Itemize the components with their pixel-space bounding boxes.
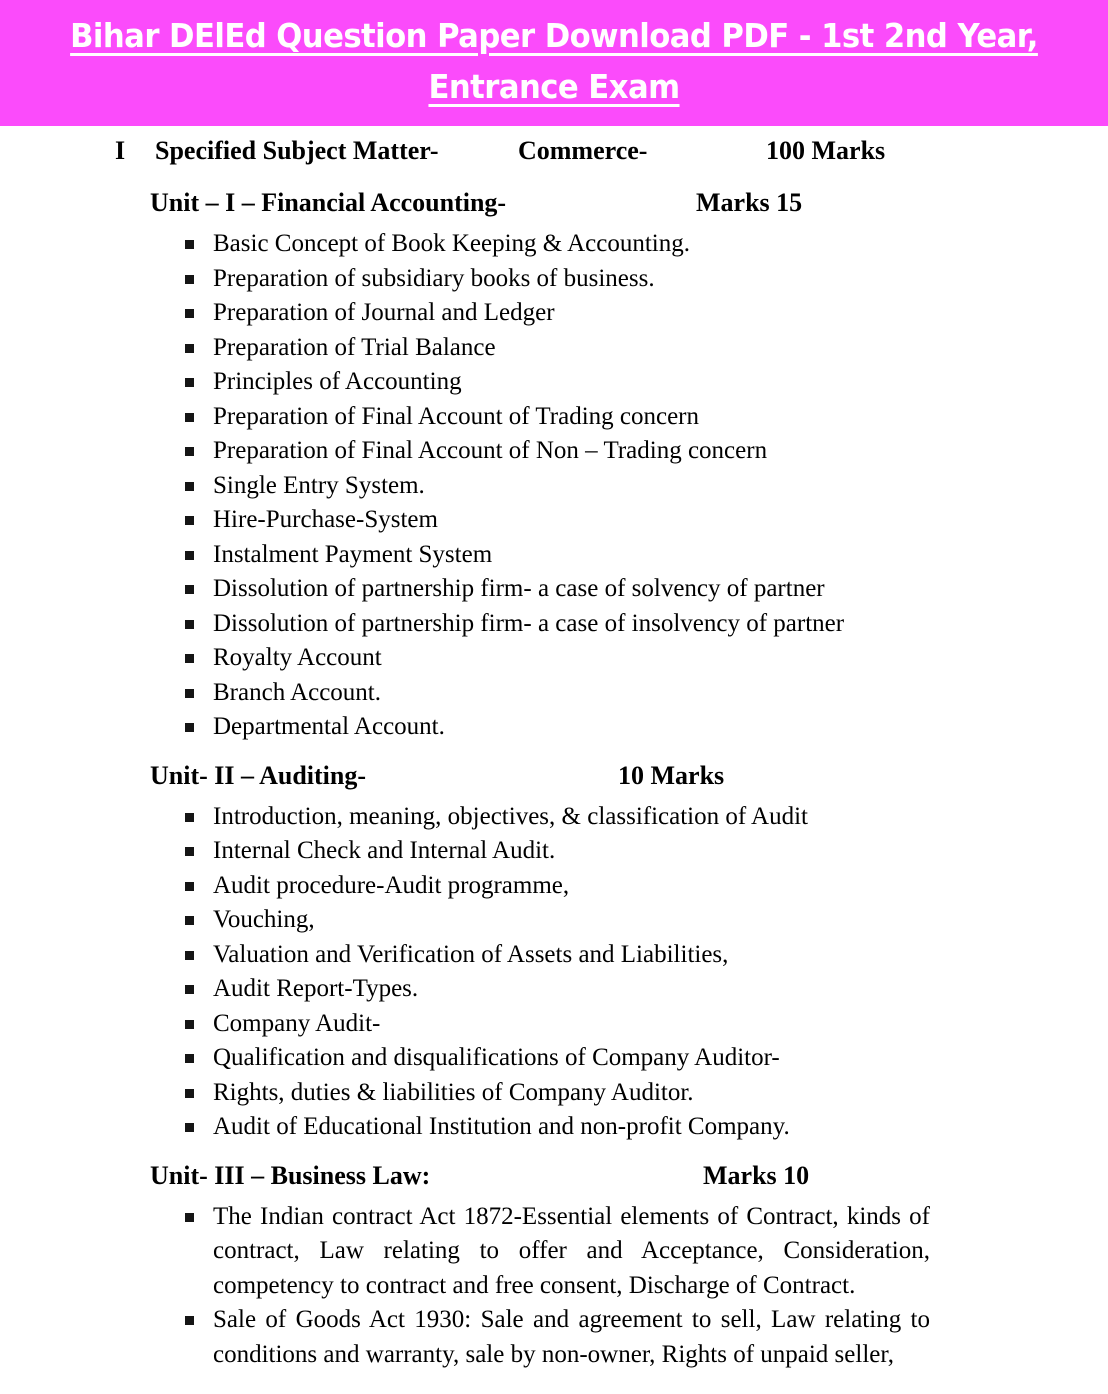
list-item — [0, 469, 1108, 504]
list-item — [0, 834, 1108, 869]
list-item — [0, 1303, 1108, 1372]
square-bullet-icon — [185, 689, 194, 698]
list-item-text: Preparation of Final Account of Non – Trading concern — [213, 437, 768, 465]
unit-label-1: Unit – I – Financial Accounting- — [150, 188, 507, 218]
list-item-text: Principles of Accounting — [213, 368, 462, 396]
list-item-text: Departmental Account. — [213, 713, 445, 741]
list-item-text: Company Audit- — [213, 1009, 381, 1037]
subject-matter-row — [0, 138, 1108, 172]
unit-topic-list-3 — [0, 1200, 1108, 1373]
square-bullet-icon — [185, 482, 194, 491]
square-bullet-icon — [185, 985, 194, 994]
section-total-marks: 100 Marks — [766, 136, 886, 166]
list-item-text: Sale of Goods Act 1930: Sale and agreement to sell, Law relating to conditions and warranty, sale by non-owner, Rights of unpaid seller, — [213, 1306, 930, 1368]
square-bullet-icon — [185, 916, 194, 925]
square-bullet-icon — [185, 516, 194, 525]
list-item — [0, 434, 1108, 469]
unit-label-3: Unit- III – Business Law: — [150, 1160, 431, 1190]
list-item — [0, 710, 1108, 745]
square-bullet-icon — [185, 847, 194, 856]
list-item-text: Single Entry System. — [213, 471, 425, 499]
list-item — [0, 262, 1108, 297]
square-bullet-icon — [185, 378, 194, 387]
list-item-text: Vouching, — [213, 906, 315, 934]
list-item — [0, 503, 1108, 538]
square-bullet-icon — [185, 882, 194, 891]
square-bullet-icon — [185, 1054, 194, 1063]
list-item-text: Preparation of Final Account of Trading concern — [213, 402, 700, 430]
list-item-text: Basic Concept of Book Keeping & Accounting. — [213, 230, 691, 258]
unit-heading-1 — [0, 190, 1108, 224]
square-bullet-icon — [185, 1089, 194, 1098]
list-item-text: Audit Report-Types. — [213, 975, 419, 1003]
unit-topic-list-1 — [0, 227, 1108, 745]
list-item-text: Audit procedure-Audit programme, — [213, 871, 570, 899]
unit-label-2: Unit- II – Auditing- — [150, 760, 366, 790]
list-item-text: Royalty Account — [213, 644, 382, 672]
page-title: Bihar DElEd Question Paper Download PDF - 1st 2nd Year, Entrance Exam — [70, 16, 1038, 107]
list-item — [0, 400, 1108, 435]
list-item — [0, 903, 1108, 938]
list-item-text: Rights, duties & liabilities of Company Auditor. — [213, 1078, 694, 1106]
unit-topic-list-2 — [0, 800, 1108, 1145]
square-bullet-icon — [185, 585, 194, 594]
list-item-text: Valuation and Verification of Assets and Liabilities, — [213, 940, 729, 968]
list-item — [0, 227, 1108, 262]
list-item — [0, 296, 1108, 331]
list-item-text: Branch Account. — [213, 678, 382, 706]
list-item — [0, 676, 1108, 711]
list-item — [0, 869, 1108, 904]
list-item — [0, 1007, 1108, 1042]
unit-heading-2 — [0, 760, 1108, 797]
square-bullet-icon — [185, 447, 194, 456]
list-item — [0, 1076, 1108, 1111]
list-item — [0, 800, 1108, 835]
square-bullet-icon — [185, 1316, 194, 1325]
unit-marks-3: Marks 10 — [703, 1160, 810, 1190]
square-bullet-icon — [185, 309, 194, 318]
document-body — [0, 138, 1108, 1372]
list-item — [0, 641, 1108, 676]
square-bullet-icon — [185, 344, 194, 353]
square-bullet-icon — [185, 951, 194, 960]
list-item-text: Audit of Educational Institution and non-profit Company. — [213, 1113, 790, 1141]
list-item-text: Preparation of Journal and Ledger — [213, 299, 555, 327]
list-item — [0, 972, 1108, 1007]
section-title: Specified Subject Matter- — [155, 136, 439, 166]
list-item-text: Qualification and disqualifications of Company Auditor- — [213, 1044, 780, 1072]
list-item-text: Preparation of subsidiary books of business. — [213, 264, 655, 292]
square-bullet-icon — [185, 1020, 194, 1029]
square-bullet-icon — [185, 240, 194, 249]
unit-marks-1: Marks 15 — [696, 188, 803, 218]
list-item — [0, 1110, 1108, 1145]
square-bullet-icon — [185, 1123, 194, 1132]
list-item-text: Dissolution of partnership firm- a case of solvency of partner — [213, 575, 825, 603]
unit-marks-2: 10 Marks — [618, 760, 725, 790]
section-subject: Commerce- — [518, 136, 648, 166]
list-item — [0, 572, 1108, 607]
square-bullet-icon — [185, 654, 194, 663]
list-item — [0, 331, 1108, 366]
list-item — [0, 1200, 1108, 1304]
list-item — [0, 938, 1108, 973]
unit-heading-3 — [0, 1160, 1108, 1197]
list-item — [0, 365, 1108, 400]
list-item-text: Preparation of Trial Balance — [213, 333, 496, 361]
square-bullet-icon — [185, 275, 194, 284]
square-bullet-icon — [185, 813, 194, 822]
page-header-banner — [0, 0, 1108, 126]
list-item — [0, 607, 1108, 642]
list-item-text: Instalment Payment System — [213, 540, 493, 568]
list-item-text: Internal Check and Internal Audit. — [213, 837, 556, 865]
list-item-text: Hire-Purchase-System — [213, 506, 438, 534]
square-bullet-icon — [185, 723, 194, 732]
section-numeral: I — [115, 136, 126, 166]
square-bullet-icon — [185, 620, 194, 629]
square-bullet-icon — [185, 413, 194, 422]
list-item-text: Introduction, meaning, objectives, & classification of Audit — [213, 802, 809, 830]
square-bullet-icon — [185, 1213, 194, 1222]
square-bullet-icon — [185, 551, 194, 560]
list-item — [0, 1041, 1108, 1076]
list-item-text: The Indian contract Act 1872-Essential elements of Contract, kinds of contract, Law relating to offer and Acceptance, Consideration, competency to contract and free consent, Discharge of Contract. — [213, 1202, 930, 1299]
list-item — [0, 538, 1108, 573]
list-item-text: Dissolution of partnership firm- a case of insolvency of partner — [213, 609, 845, 637]
